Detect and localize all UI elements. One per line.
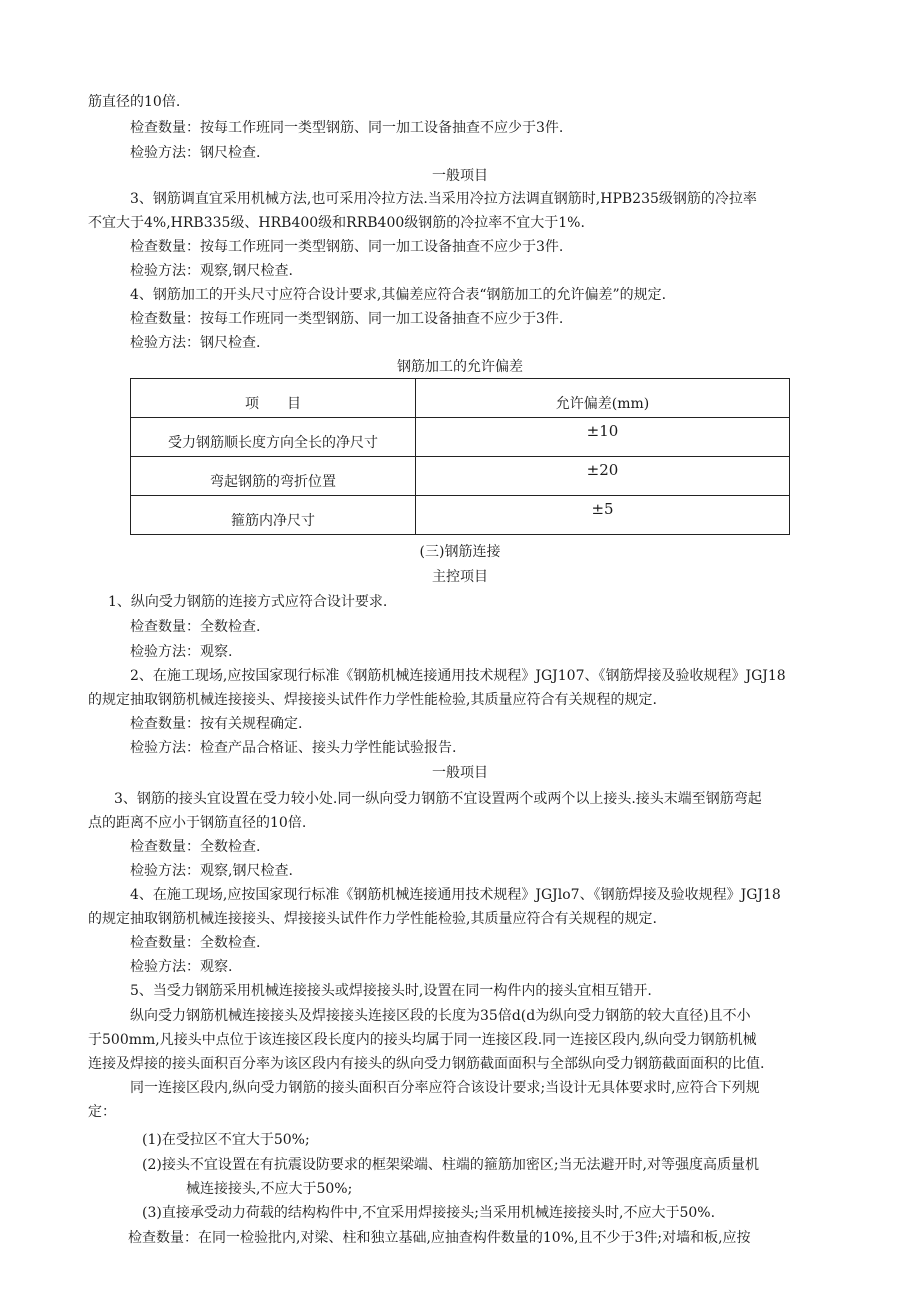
text-line: 检验方法：观察,钢尺检查. (130, 863, 293, 879)
deviation-table (130, 378, 790, 535)
text-line: 检验方法：钢尺检查. (130, 335, 261, 351)
text-line: 检验方法：钢尺检查. (130, 145, 261, 161)
list-item: 械连接接头,不应大于50%; (186, 1181, 353, 1197)
text-line: 点的距离不应小于钢筋直径的10倍. (88, 815, 307, 831)
text-line: 2、在施工现场,应按国家现行标准《钢筋机械连接通用技术规程》JGJ107、《钢筋焊接及验收规程》JGJ18 (130, 668, 786, 684)
text-line: 检验方法：观察. (130, 959, 233, 975)
section-heading: 主控项目 (432, 569, 488, 585)
table-row (131, 418, 790, 457)
text-line: 检查数量：按有关规程确定. (130, 716, 303, 732)
list-item: (2)接头不宜设置在有抗震设防要求的框架梁端、柱端的箍筋加密区;当无法避开时,对等强度高质量机 (142, 1157, 759, 1173)
text-line: 1、纵向受力钢筋的连接方式应符合设计要求. (108, 594, 388, 610)
table-row (131, 457, 790, 496)
text-line: 检查数量：在同一检验批内,对梁、柱和独立基础,应抽查构件数量的10%,且不少于3件;对墙和板,应按 (128, 1230, 751, 1246)
text-line: 不宜大于4%,HRB335级、HRB400级和RRB400级钢筋的冷拉率不宜大于1%. (88, 215, 585, 231)
text-line: 同一连接区段内,纵向受力钢筋的接头面积百分率应符合该设计要求;当设计无具体要求时,应符合下列规 (130, 1080, 760, 1096)
text-line: 检查数量：全数检查. (130, 619, 261, 635)
text-line: 定： (88, 1104, 116, 1120)
text-line: 检查数量：全数检查. (130, 839, 261, 855)
text-line: 的规定抽取钢筋机械连接接头、焊接接头试件作力学性能检验,其质量应符合有关规程的规定. (88, 692, 657, 708)
table-cell: 弯起钢筋的弯折位置 (131, 457, 416, 496)
text-line: 5、当受力钢筋采用机械连接接头或焊接接头时,设置在同一构件内的接头宜相互错开. (130, 983, 652, 999)
text-line: 检验方法：观察. (130, 644, 233, 660)
table-cell: ±20 (416, 457, 790, 496)
column-header: 项 目 (131, 379, 416, 418)
text-line: 检验方法：观察,钢尺检查. (130, 263, 293, 279)
text-line: 检查数量：按每工作班同一类型钢筋、同一加工设备抽查不应少于3件. (130, 239, 564, 255)
table-title: 钢筋加工的允许偏差 (397, 359, 523, 375)
text-line: 连接及焊接的接头面积百分率为该区段内有接头的纵向受力钢筋截面面积与全部纵向受力钢筋截面面积的比值. (88, 1056, 765, 1072)
text-line: 的规定抽取钢筋机械连接接头、焊接接头试件作力学性能检验,其质量应符合有关规程的规定. (88, 911, 657, 927)
section-heading: 一般项目 (432, 168, 488, 184)
text-line: 4、钢筋加工的开头尺寸应符合设计要求,其偏差应符合表“钢筋加工的允许偏差”的规定. (130, 287, 667, 303)
section-title: (三)钢筋连接 (419, 544, 501, 560)
table-cell: 受力钢筋顺长度方向全长的净尺寸 (131, 418, 416, 457)
text-line: 检验方法：检查产品合格证、接头力学性能试验报告. (130, 740, 457, 756)
text-line: 3、钢筋调直宜采用机械方法,也可采用冷拉方法.当采用冷拉方法调直钢筋时,HPB235级钢筋的冷拉率 (130, 191, 757, 207)
table-cell: ±10 (416, 418, 790, 457)
text-line: 3、钢筋的接头宜设置在受力较小处.同一纵向受力钢筋不宜设置两个或两个以上接头.接头末端至钢筋弯起 (114, 791, 762, 807)
section-heading: 一般项目 (432, 765, 488, 781)
text-line: 筋直径的10倍. (88, 94, 181, 110)
table-cell: 箍筋内净尺寸 (131, 496, 416, 535)
text-line: 于500mm,凡接头中点位于该连接区段长度内的接头均属于同一连接区段.同一连接区段内,纵向受力钢筋机械 (88, 1032, 757, 1048)
text-line: 检查数量：按每工作班同一类型钢筋、同一加工设备抽查不应少于3件. (130, 120, 564, 136)
list-item: (1)在受拉区不宜大于50%; (142, 1132, 310, 1148)
table-header-row (131, 379, 790, 418)
table-cell: ±5 (416, 496, 790, 535)
list-item: (3)直接承受动力荷载的结构构件中,不宜采用焊接接头;当采用机械连接接头时,不应大于50%. (142, 1205, 716, 1221)
column-header: 允许偏差(mm) (416, 379, 790, 418)
text-line: 4、在施工现场,应按国家现行标准《钢筋机械连接通用技术规程》JGJlo7、《钢筋焊接及验收规程》JGJ18 (130, 887, 781, 903)
table-row (131, 496, 790, 535)
text-line: 纵向受力钢筋机械连接接头及焊接接头连接区段的长度为35倍d(d为纵向受力钢筋的较大直径)且不小 (130, 1008, 751, 1024)
text-line: 检查数量：全数检查. (130, 935, 261, 951)
text-line: 检查数量：按每工作班同一类型钢筋、同一加工设备抽查不应少于3件. (130, 311, 564, 327)
